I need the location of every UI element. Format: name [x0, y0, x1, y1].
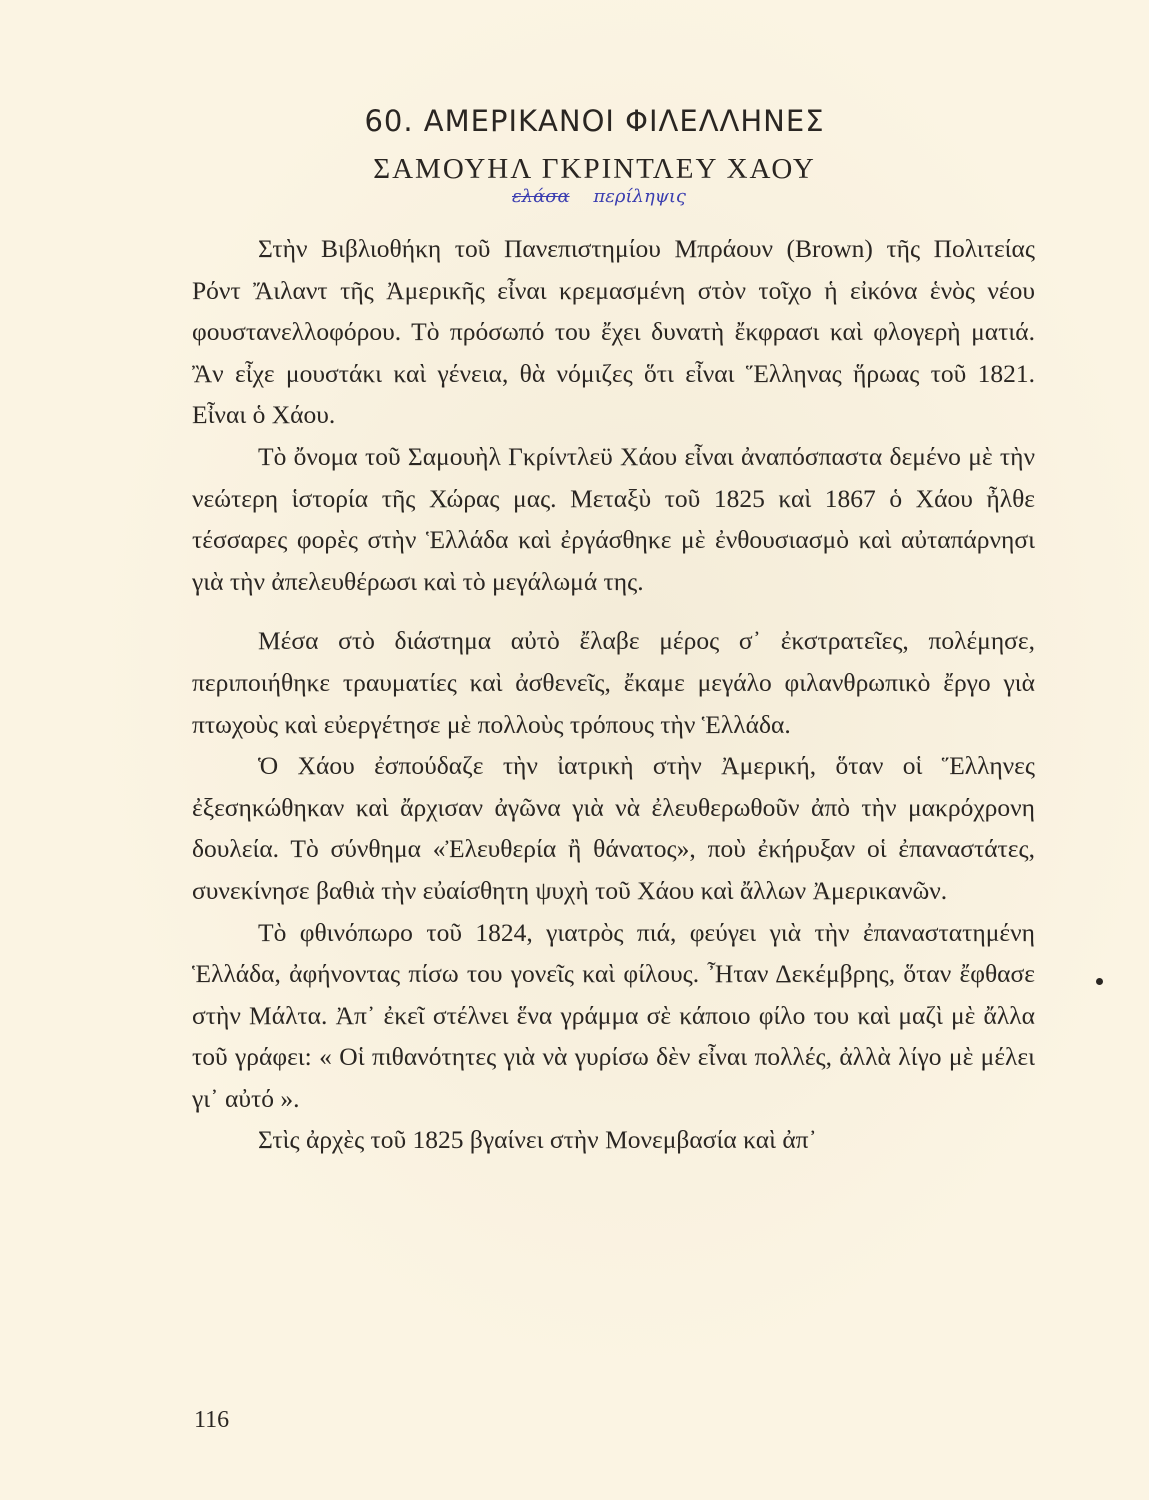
margin-dot-mark	[1096, 978, 1103, 985]
paragraph-2: Τὸ ὄνομα τοῦ Σαμουὴλ Γκρίντλεϋ Χάου εἶναι ἀναπόσπαστα δεμένο μὲ τὴν νεώτερη ἱστορία τῆς Χώρας μας. Μεταξὺ τοῦ 1825 καὶ 1867 ὁ Χάου ἦλθε τέσσαρες φορὲς στὴν Ἑλλάδα καὶ ἐργάσθηκε μὲ ἐνθουσιασμὸ καὶ αὐταπάρνησι γιὰ τὴν ἀπελευθέρωσι καὶ τὸ μεγάλωμά της.	[192, 441, 1035, 596]
paragraph-3: Μέσα στὸ διάστημα αὐτὸ ἔλαβε μέρος σ᾽ ἐκστρατεῖες, πολέμησε, περιποιήθηκε τραυματίες καὶ ἀσθενεῖς, ἔκαμε μεγάλο φιλανθρωπικὸ ἔργο γιὰ πτωχοὺς καὶ εὐεργέτησε μὲ πολλοὺς τρόπους τὴν Ἑλλάδα.	[192, 626, 1035, 739]
paragraph-1: Στὴν Βιβλιοθήκη τοῦ Πανεπιστημίου Μπράουν (Brown) τῆς Πολιτείας Ρόντ Ἄιλαντ τῆς Ἀμερικῆς εἶναι κρεμασμένη στὸν τοῖχο ἡ εἰκόνα ἑνὸς νέου φουστανελλοφόρου. Τὸ πρόσωπό του ἔχει δυνατὴ ἔκφρασι καὶ φλογερὴ ματιά. Ἂν εἶχε μουστάκι καὶ γένεια, θὰ νόμιζες ὅτι εἶναι Ἕλληνας ἥρωας τοῦ 1821. Εἶναι ὁ Χάου.	[192, 234, 1035, 430]
person-name-heading: ΣΑΜΟΥΗΛ ΓΚΡΙΝΤΛΕΥ ΧΑΟΥ	[373, 153, 816, 185]
page-number: 116	[194, 1407, 230, 1433]
handwritten-annotation	[512, 186, 686, 207]
article-body	[192, 228, 1035, 1161]
struck-handwritten-word: ελάσα	[512, 186, 570, 207]
handwritten-word: περίληψις	[593, 186, 686, 207]
paragraph-6: Στὶς ἀρχὲς τοῦ 1825 βγαίνει στὴν Μονεμβασία καὶ ἀπ᾽	[258, 1125, 818, 1155]
paragraph-4: Ὁ Χάου ἐσπούδαζε τὴν ἰατρικὴ στὴν Ἀμερική, ὅταν οἱ Ἕλληνες ἐξεσηκώθηκαν καὶ ἄρχισαν ἀγῶνα γιὰ νὰ ἐλευθερωθοῦν ἀπὸ τὴν μακρόχρονη δουλεία. Τὸ σύνθημα «Ἐλευθερία ἢ θάνατος», ποὺ ἐκήρυξαν οἱ ἐπαναστάτες, συνεκίνησε βαθιὰ τὴν εὐαίσθητη ψυχὴ τοῦ Χάου καὶ ἄλλων Ἀμερικανῶν.	[192, 751, 1035, 905]
paragraph-5: Τὸ φθινόπωρο τοῦ 1824, γιατρὸς πιά, φεύγει γιὰ τὴν ἐπαναστατημένη Ἑλλάδα, ἀφήνοντας πίσω του γονεῖς καὶ φίλους. Ἦταν Δεκέμβρης, ὅταν ἔφθασε στὴν Μάλτα. Ἀπ᾽ ἐκεῖ στέλνει ἕνα γράμμα σὲ κάποιο φίλο του καὶ μαζὶ μὲ ἄλλα τοῦ γράφει: « Οἱ πιθανότητες γιὰ νὰ γυρίσω δὲν εἶναι πολλές, ἀλλὰ λίγο μὲ μέλει γι᾽ αὐτό ».	[192, 917, 1035, 1113]
chapter-title: 60. ΑΜΕΡΙΚΑΝΟΙ ΦΙΛΕΛΛΗΝΕΣ	[364, 104, 825, 138]
